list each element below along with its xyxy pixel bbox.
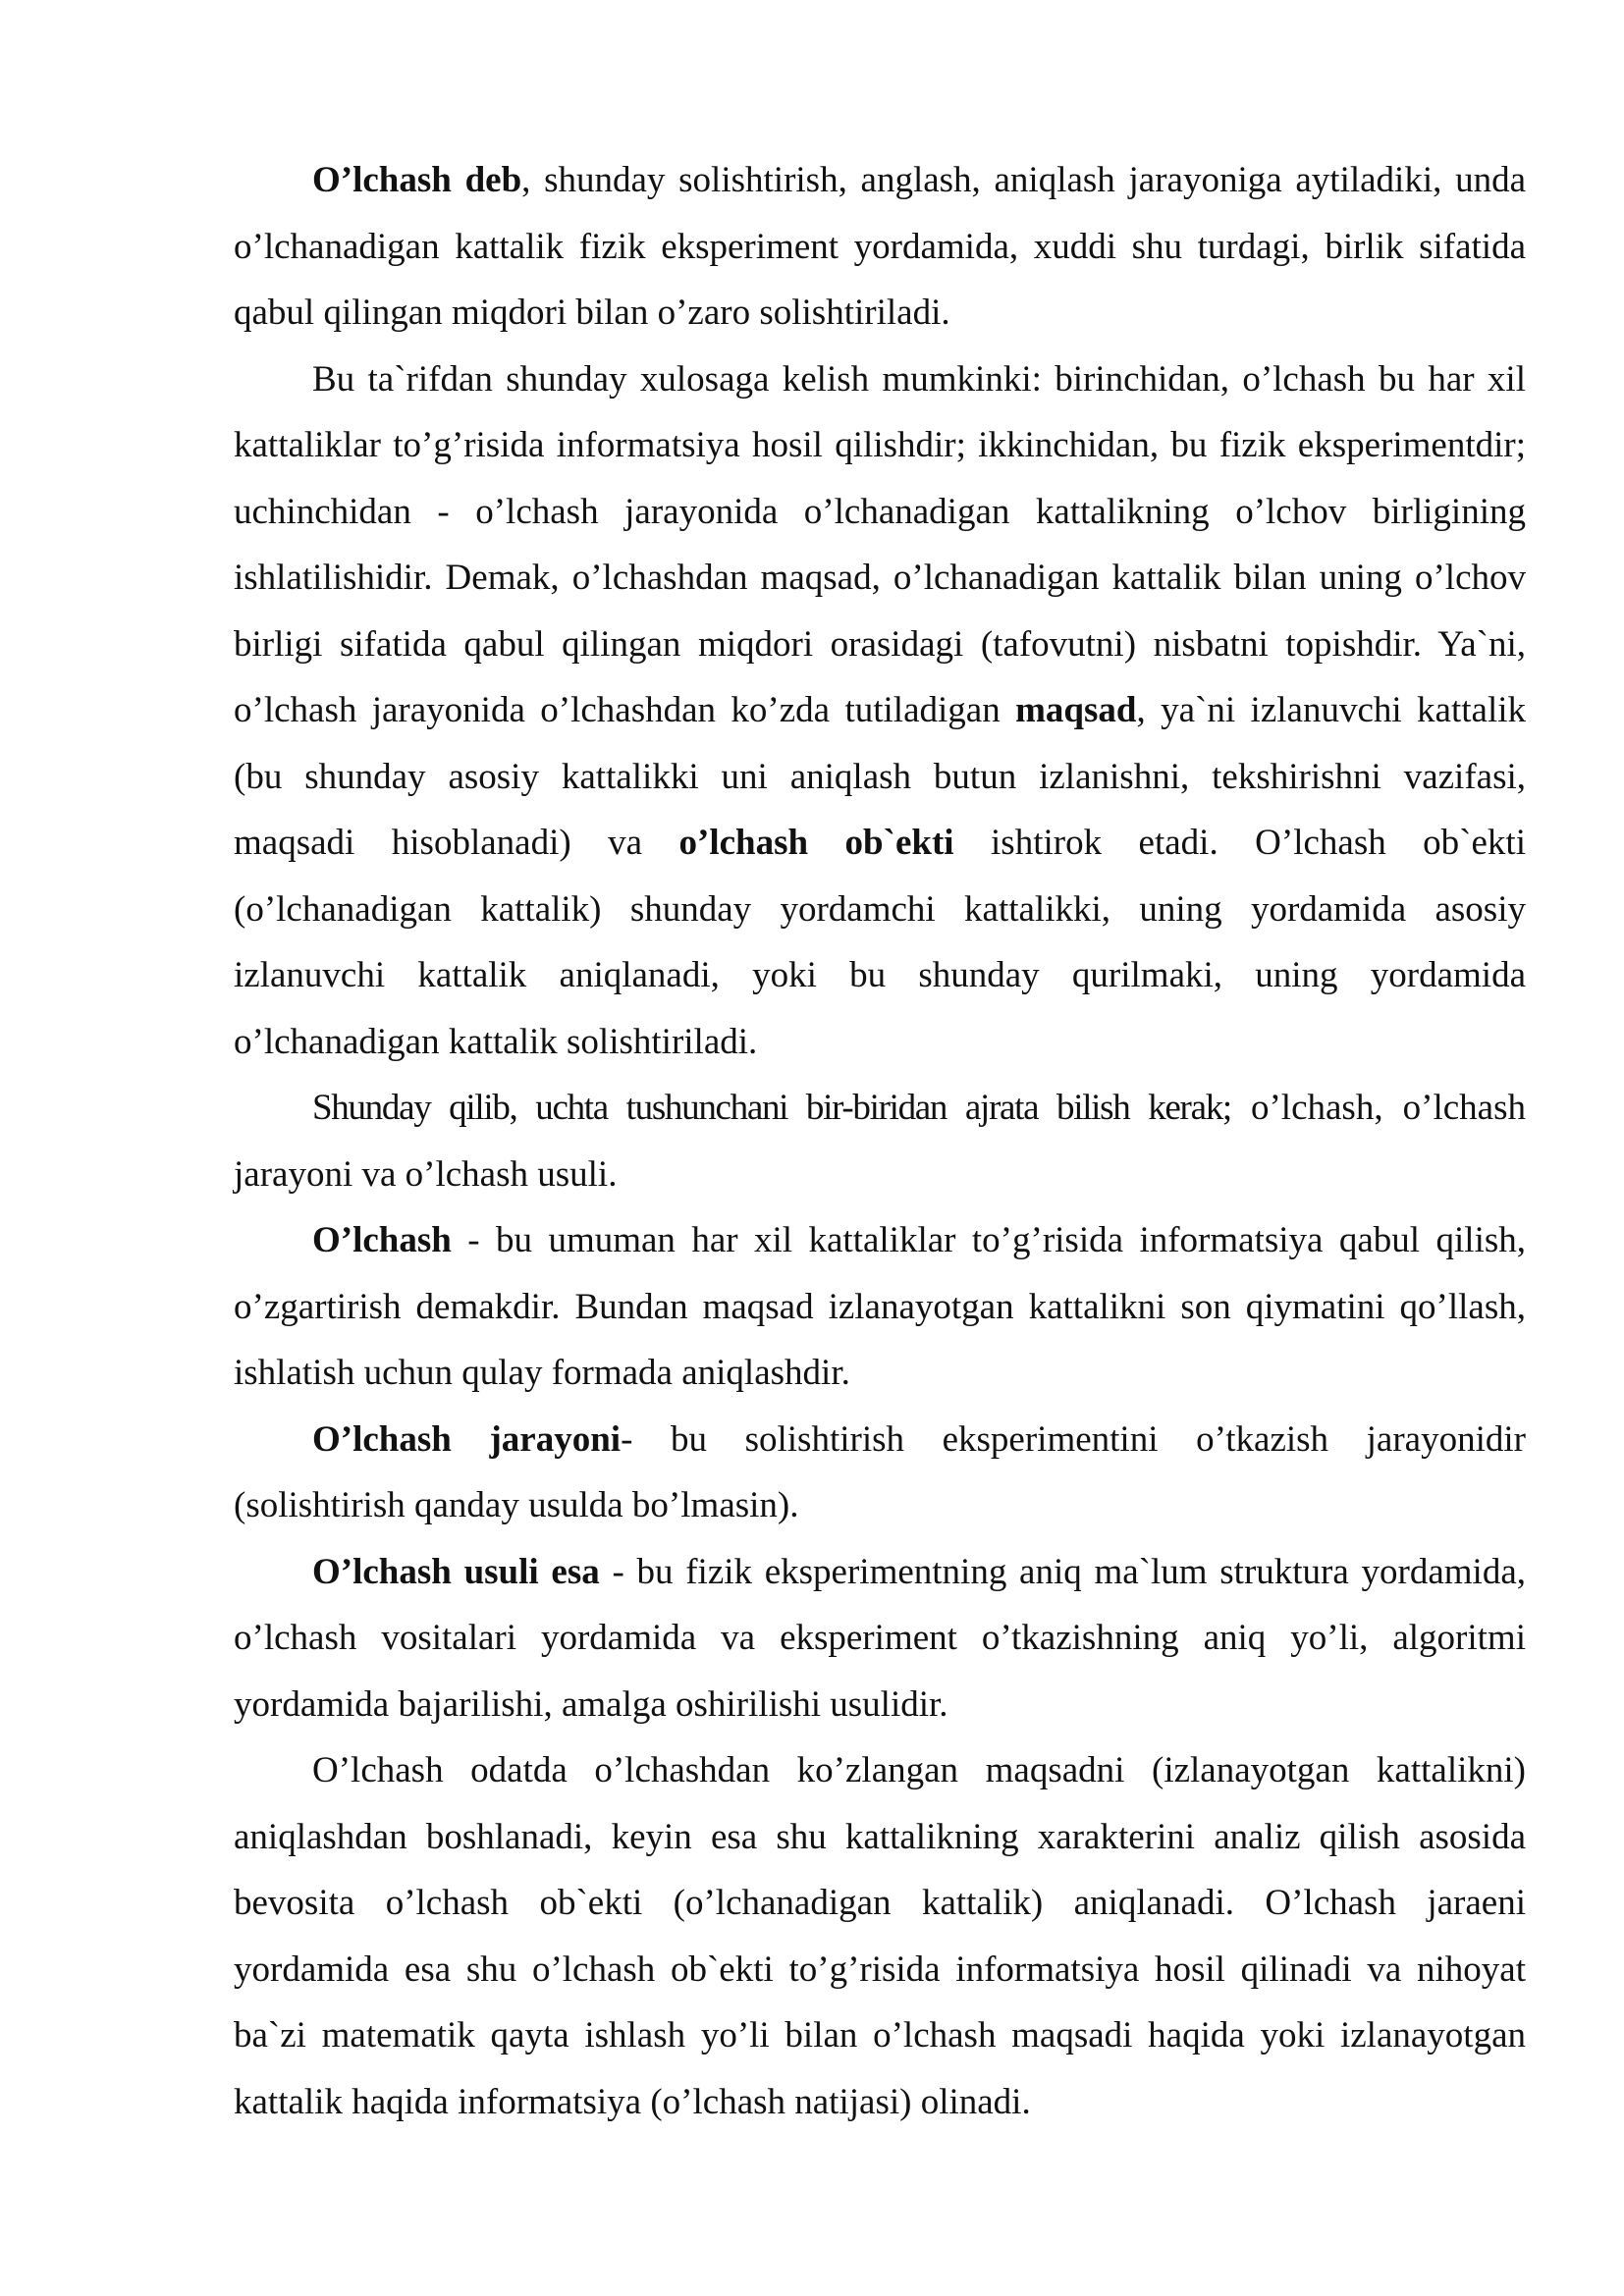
paragraph-text: O’lchash odatda o’lchashdan ko’zlangan maqsadni (izlanayotgan kattalikni) aniqlashdan boshlanadi, keyin esa shu kattalikning xarakterini analiz qilish asosida bevosita o’lchash ob`ekti (o’lchanadigan kattalik) aniqlanadi. O’lchash jaraeni yordamida esa shu o’lchash ob`ekti to’g’risida informatsiya hosil qilinadi va nihoyat ba`zi matematik qayta ishlash yo’li bilan o’lchash maqsadi haqida yoki izlanayotgan kattalik haqida informatsiya (o’lchash natijasi) olinadi.: [234, 1750, 1526, 2122]
paragraph-three-concepts: [234, 1075, 1526, 1207]
paragraph-olchash-usuli: [234, 1539, 1526, 1738]
paragraph-text: o’lchash, o’lchash jarayoni va o’lchash usuli.: [234, 1088, 1526, 1195]
paragraph-text: Bu ta`rifdan shunday xulosaga kelish mumkinki: birinchidan, o’lchash bu har xil kattaliklar to’g’risida informatsiya hosil qilishdir; ikkinchidan, bu fizik eksperimentdir; uchinchidan - o’lchash jarayonida o’lchanadigan kattalikning o’lchov birligining ishlatilishidir. Demak, o’lchashdan maqsad, o’lchanadigan kattalik bilan uning o’lchov birligi sifatida qabul qilingan miqdori orasidagi (tafovutni) nisbatni topishdir. Ya`ni, o’lchash jarayonida o’lchashdan ko’zda tutiladigan: [234, 358, 1526, 730]
term-olchash-obekti: o’lchash ob`ekti: [678, 823, 954, 863]
term-olchash-jarayoni: O’lchash jarayoni: [312, 1418, 622, 1460]
term-olchash-usuli-esa: O’lchash usuli esa: [312, 1551, 600, 1592]
document-page: [234, 147, 1526, 2135]
paragraph-text: ishtirok etadi. O’lchash ob`ekti (o’lchanadigan kattalik) shunday yordamchi kattalikki, uning yordamida asosiy izlanuvchi kattalik aniqlanadi, yoki bu shunday qurilmaki, uning yordamida o’lchanadigan kattalik solishtiriladi.: [234, 823, 1526, 1062]
paragraph-text: - bu solishtirish eksperimentini o’tkazish jarayonidir (solishtirish qanday usulda bo’lmasin).: [234, 1418, 1526, 1525]
paragraph-text: , ya`ni izlanuvchi kattalik (bu shunday asosiy kattalikki uni aniqlash butun izlanishni, tekshirishni vazifasi, maqsadi hisoblanadi) va: [234, 690, 1527, 863]
paragraph-text: - bu umuman har xil kattaliklar to’g’risida informatsiya qabul qilish, o’zgartirish demakdir. Bundan maqsad izlanayotgan kattalikni son qiymatini qo’llash, ishlatish uchun qulay formada aniqlashdir.: [234, 1220, 1526, 1393]
paragraph-text: , shunday solishtirish, anglash, aniqlash jarayoniga aytiladiki, unda o’lchanadigan kattalik fizik eksperiment yordamida, xuddi shu turdagi, birlik sifatida qabul qilingan miqdori bilan o’zaro solishtiriladi.: [234, 160, 1526, 333]
paragraph-conclusion: [234, 347, 1526, 1076]
paragraph-olchash-jarayoni: [234, 1407, 1526, 1539]
paragraph-text-condensed: Shunday qilib, uchta tushunchani bir-biridan ajrata bilish kerak;: [312, 1088, 1231, 1128]
paragraph-measurement-process: [234, 1737, 1526, 2135]
term-maqsad: maqsad: [1015, 690, 1137, 730]
paragraph-olchash: [234, 1207, 1526, 1407]
paragraph-definition-measurement: [234, 147, 1526, 347]
term-olchash: O’lchash: [312, 1220, 452, 1260]
term-olchash-deb: O’lchash deb: [312, 160, 522, 200]
paragraph-text: - bu fizik eksperimentning aniq ma`lum struktura yordamida, o’lchash vositalari yordamida va eksperiment o’tkazishning aniq yo’li, algoritmi yordamida bajarilishi, amalga oshirilishi usulidir.: [234, 1551, 1526, 1725]
